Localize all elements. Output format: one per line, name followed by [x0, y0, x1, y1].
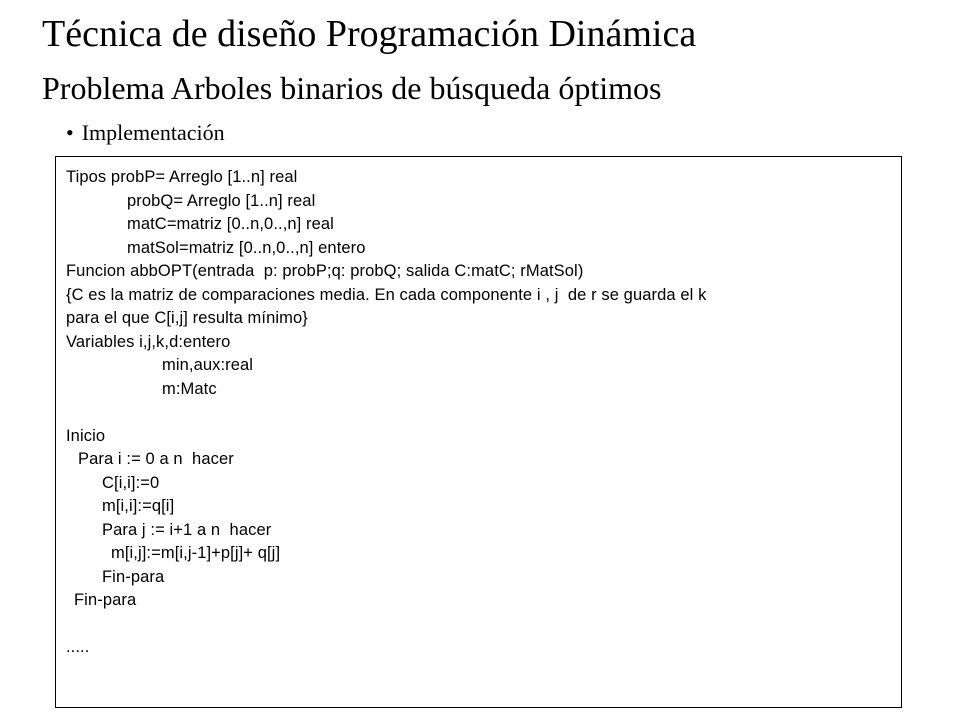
code-line: Fin-para [102, 567, 165, 586]
code-line [66, 613, 895, 637]
code-line: Funcion abbOPT(entrada p: probP;q: probQ; salida C:matC; rMatSol) [66, 262, 584, 280]
code-line: para el que C[i,j] resulta mínimo} [66, 309, 308, 327]
bullet-item [66, 118, 225, 148]
bullet-dot-icon: • [66, 120, 74, 145]
code-line: m:Matc [162, 379, 217, 398]
code-line: Variables i,j,k,d:entero [66, 332, 231, 351]
code-box [55, 156, 902, 708]
code-line: m[i,j]:=m[i,j-1]+p[j]+ q[j] [111, 544, 281, 562]
code-line: matC=matriz [0..n,0..,n] real [127, 215, 334, 233]
code-line: Inicio [66, 426, 106, 445]
slide-title: Técnica de diseño Programación Dinámica [42, 13, 697, 55]
code-lines [66, 166, 895, 660]
code-line: C[i,i]:=0 [102, 473, 160, 492]
bullet-text: Implementación [81, 120, 225, 145]
slide-subtitle: Problema Arboles binarios de búsqueda óptimos [42, 70, 662, 106]
code-line: ..... [66, 638, 90, 656]
code-line: min,aux:real [162, 356, 254, 374]
code-line: Para j := i+1 a n hacer [102, 520, 272, 539]
code-line: Tipos probP= Arreglo [1..n] real [66, 168, 298, 186]
code-line: {C es la matriz de comparaciones media. En cada componente i , j de r se guarda el k [66, 285, 707, 304]
code-line: matSol=matriz [0..n,0..,n] entero [127, 238, 366, 257]
code-line: Fin-para [74, 591, 137, 609]
code-line [66, 401, 895, 425]
code-line: probQ= Arreglo [1..n] real [127, 191, 316, 210]
code-line: m[i,i]:=q[i] [102, 497, 175, 515]
code-line: Para i := 0 a n hacer [78, 450, 234, 468]
